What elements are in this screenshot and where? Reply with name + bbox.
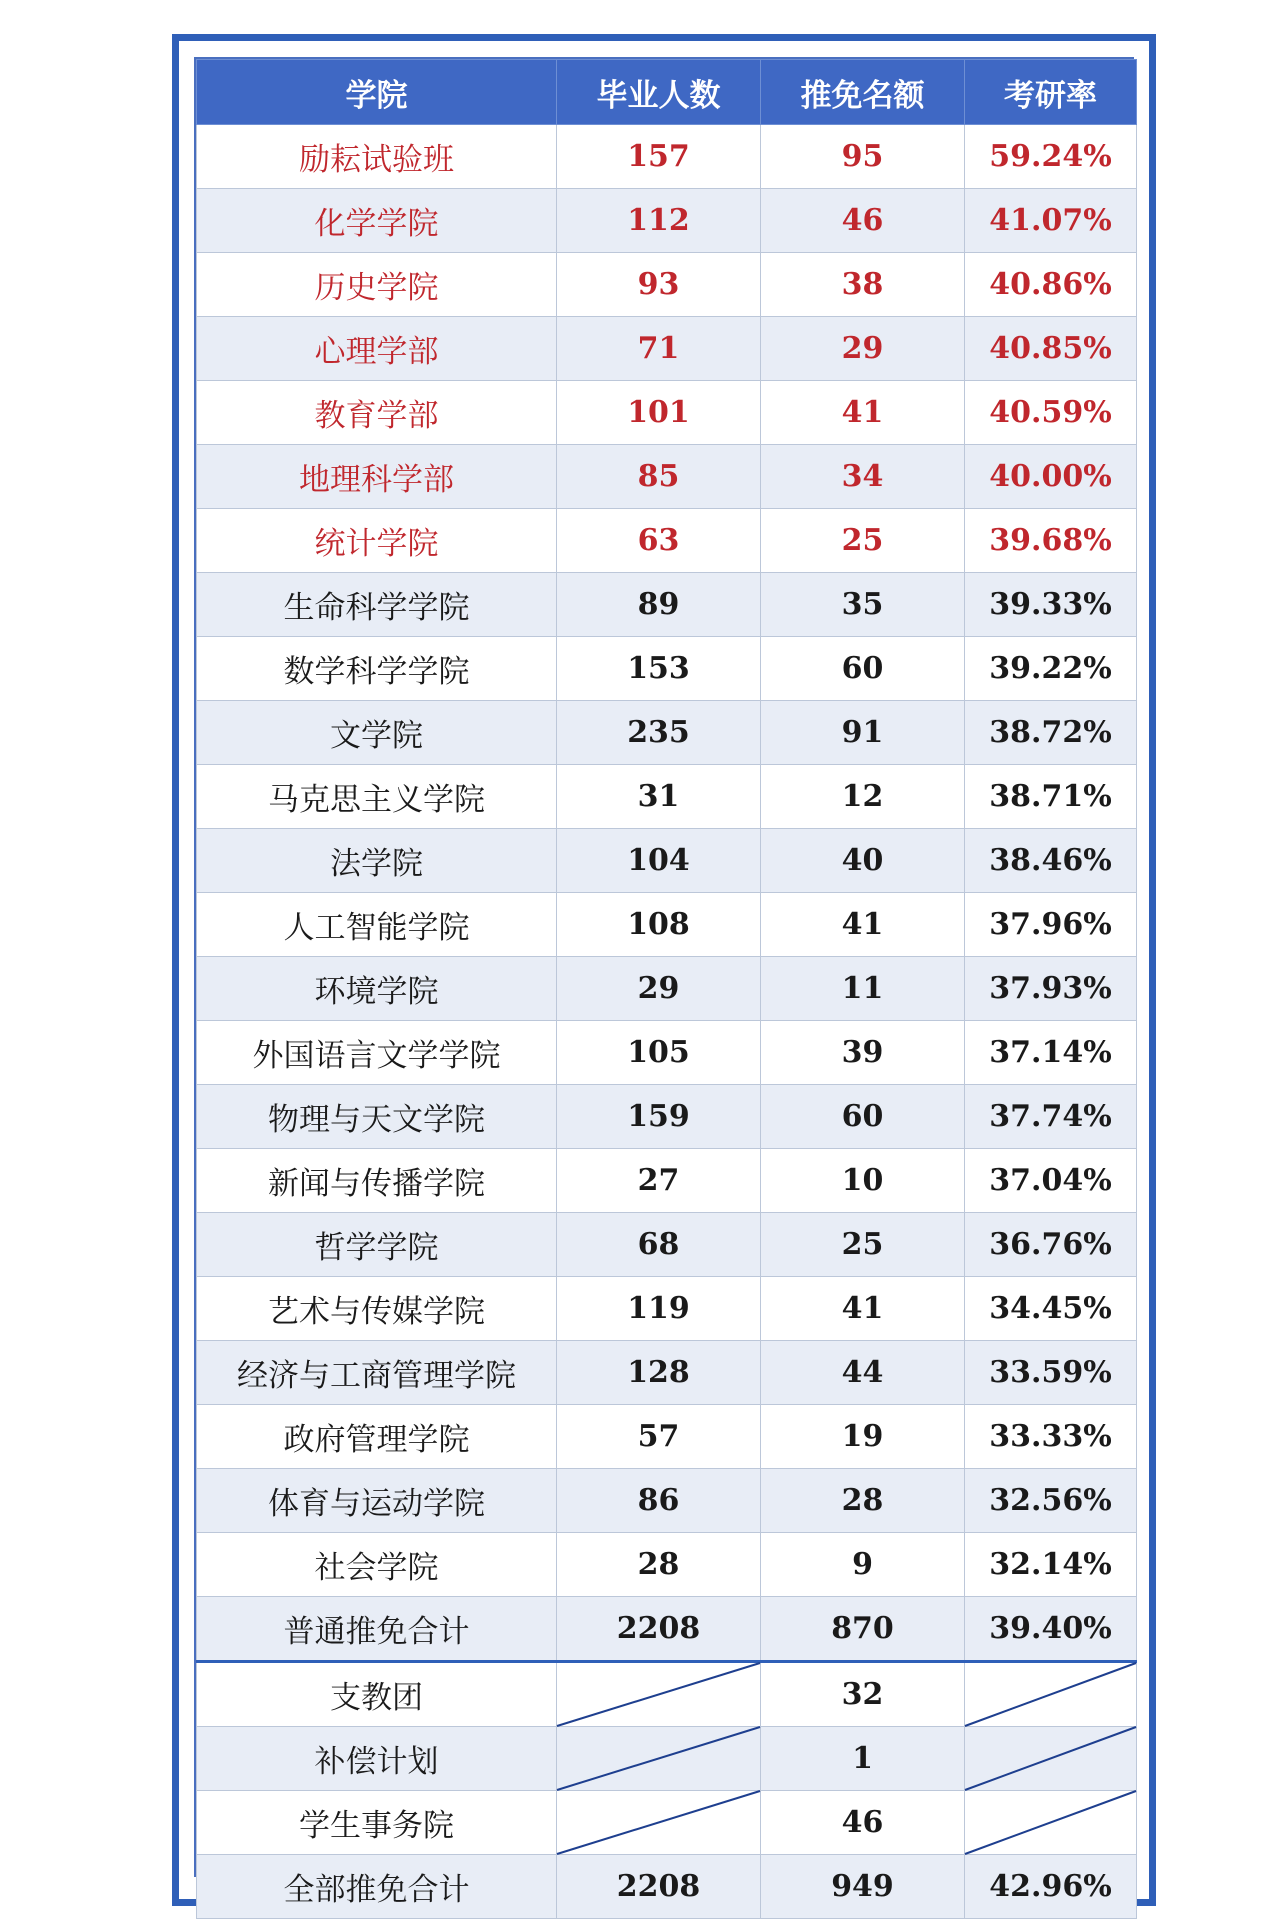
- quota-cell: 25: [761, 1213, 965, 1277]
- graduates-cell: 28: [557, 1533, 761, 1597]
- quota-cell: 41: [761, 1277, 965, 1341]
- table-row: [197, 1341, 1137, 1405]
- table-row: [197, 1662, 1137, 1727]
- quota-cell: 28: [761, 1469, 965, 1533]
- table-row: [197, 1791, 1137, 1855]
- college-cell: 励耘试验班: [197, 125, 557, 189]
- college-cell: 生命科学学院: [197, 573, 557, 637]
- rate-cell: [965, 1727, 1137, 1791]
- quota-cell: 60: [761, 637, 965, 701]
- table-row: [197, 1021, 1137, 1085]
- rate-cell: 39.68%: [965, 509, 1137, 573]
- college-cell: 环境学院: [197, 957, 557, 1021]
- table-row: [197, 1277, 1137, 1341]
- rate-cell: 41.07%: [965, 189, 1137, 253]
- quota-cell: 25: [761, 509, 965, 573]
- rate-cell: 32.56%: [965, 1469, 1137, 1533]
- graduates-cell: [557, 1662, 761, 1727]
- quota-cell: 44: [761, 1341, 965, 1405]
- graduates-cell: 235: [557, 701, 761, 765]
- college-cell: 经济与工商管理学院: [197, 1341, 557, 1405]
- quota-cell: 60: [761, 1085, 965, 1149]
- table-row: [197, 701, 1137, 765]
- graduates-cell: 112: [557, 189, 761, 253]
- college-cell: 历史学院: [197, 253, 557, 317]
- table-row: [197, 1855, 1137, 1919]
- quota-cell: 19: [761, 1405, 965, 1469]
- graduates-cell: 159: [557, 1085, 761, 1149]
- graduates-cell: 31: [557, 765, 761, 829]
- quota-cell: 46: [761, 189, 965, 253]
- graduates-cell: 86: [557, 1469, 761, 1533]
- rate-cell: 40.59%: [965, 381, 1137, 445]
- college-cell: 心理学部: [197, 317, 557, 381]
- college-cell: 法学院: [197, 829, 557, 893]
- graduates-cell: 57: [557, 1405, 761, 1469]
- table-row: [197, 317, 1137, 381]
- table-row: [197, 957, 1137, 1021]
- table-row: [197, 893, 1137, 957]
- college-cell: 新闻与传播学院: [197, 1149, 557, 1213]
- college-cell: 外国语言文学学院: [197, 1021, 557, 1085]
- college-cell: 体育与运动学院: [197, 1469, 557, 1533]
- graduates-cell: 93: [557, 253, 761, 317]
- quota-cell: 41: [761, 893, 965, 957]
- rate-cell: 37.93%: [965, 957, 1137, 1021]
- college-cell: 统计学院: [197, 509, 557, 573]
- quota-cell: 95: [761, 125, 965, 189]
- table-body: [197, 125, 1137, 1919]
- header-rate: 考研率: [965, 60, 1137, 125]
- table-row: [197, 1597, 1137, 1662]
- table-row: [197, 1213, 1137, 1277]
- header-college: 学院: [197, 60, 557, 125]
- quota-cell: 29: [761, 317, 965, 381]
- college-cell: 地理科学部: [197, 445, 557, 509]
- graduates-cell: 105: [557, 1021, 761, 1085]
- rate-cell: 33.59%: [965, 1341, 1137, 1405]
- rate-cell: 40.00%: [965, 445, 1137, 509]
- rate-cell: 34.45%: [965, 1277, 1137, 1341]
- rate-cell: 59.24%: [965, 125, 1137, 189]
- table-row: [197, 253, 1137, 317]
- quota-cell: 35: [761, 573, 965, 637]
- college-cell: 人工智能学院: [197, 893, 557, 957]
- college-cell: 政府管理学院: [197, 1405, 557, 1469]
- quota-cell: 34: [761, 445, 965, 509]
- table-row: [197, 381, 1137, 445]
- graduates-cell: 29: [557, 957, 761, 1021]
- table-row: [197, 1469, 1137, 1533]
- quota-cell: 11: [761, 957, 965, 1021]
- quota-cell: 870: [761, 1597, 965, 1662]
- graduates-cell: 63: [557, 509, 761, 573]
- quota-cell: 46: [761, 1791, 965, 1855]
- quota-cell: 10: [761, 1149, 965, 1213]
- quota-cell: 9: [761, 1533, 965, 1597]
- rate-cell: [965, 1662, 1137, 1727]
- rate-cell: [965, 1791, 1137, 1855]
- rate-cell: 40.85%: [965, 317, 1137, 381]
- quota-cell: 1: [761, 1727, 965, 1791]
- table-row: [197, 765, 1137, 829]
- college-cell: 补偿计划: [197, 1727, 557, 1791]
- college-cell: 教育学部: [197, 381, 557, 445]
- rate-cell: 38.72%: [965, 701, 1137, 765]
- graduates-cell: 2208: [557, 1855, 761, 1919]
- college-cell: 化学学院: [197, 189, 557, 253]
- header-row: [197, 60, 1137, 125]
- rate-cell: 36.76%: [965, 1213, 1137, 1277]
- rate-cell: 33.33%: [965, 1405, 1137, 1469]
- graduates-cell: 89: [557, 573, 761, 637]
- table-row: [197, 1533, 1137, 1597]
- graduates-cell: 108: [557, 893, 761, 957]
- quota-cell: 38: [761, 253, 965, 317]
- college-cell: 数学科学学院: [197, 637, 557, 701]
- rate-cell: 40.86%: [965, 253, 1137, 317]
- quota-cell: 91: [761, 701, 965, 765]
- quota-cell: 40: [761, 829, 965, 893]
- graduates-cell: [557, 1727, 761, 1791]
- exemption-table: [196, 59, 1137, 1919]
- college-cell: 支教团: [197, 1662, 557, 1727]
- rate-cell: 37.74%: [965, 1085, 1137, 1149]
- college-cell: 哲学学院: [197, 1213, 557, 1277]
- graduates-cell: 101: [557, 381, 761, 445]
- table-row: [197, 829, 1137, 893]
- college-cell: 文学院: [197, 701, 557, 765]
- graduates-cell: 2208: [557, 1597, 761, 1662]
- rate-cell: 42.96%: [965, 1855, 1137, 1919]
- quota-cell: 949: [761, 1855, 965, 1919]
- rate-cell: 37.14%: [965, 1021, 1137, 1085]
- rate-cell: 38.46%: [965, 829, 1137, 893]
- header-quota: 推免名额: [761, 60, 965, 125]
- rate-cell: 38.71%: [965, 765, 1137, 829]
- graduates-cell: 128: [557, 1341, 761, 1405]
- rate-cell: 39.40%: [965, 1597, 1137, 1662]
- college-cell: 马克思主义学院: [197, 765, 557, 829]
- rate-cell: 37.04%: [965, 1149, 1137, 1213]
- graduates-cell: 71: [557, 317, 761, 381]
- quota-cell: 39: [761, 1021, 965, 1085]
- table-row: [197, 1149, 1137, 1213]
- table-row: [197, 1405, 1137, 1469]
- college-cell: 艺术与传媒学院: [197, 1277, 557, 1341]
- graduates-cell: 153: [557, 637, 761, 701]
- table-container: [194, 57, 1134, 1908]
- header-graduates: 毕业人数: [557, 60, 761, 125]
- table-row: [197, 573, 1137, 637]
- rate-cell: 37.96%: [965, 893, 1137, 957]
- quota-cell: 32: [761, 1662, 965, 1727]
- graduates-cell: [557, 1791, 761, 1855]
- table-row: [197, 509, 1137, 573]
- graduates-cell: 119: [557, 1277, 761, 1341]
- quota-cell: 41: [761, 381, 965, 445]
- table-frame: [172, 34, 1156, 1906]
- graduates-cell: 85: [557, 445, 761, 509]
- rate-cell: 39.33%: [965, 573, 1137, 637]
- table-row: [197, 445, 1137, 509]
- table-row: [197, 637, 1137, 701]
- graduates-cell: 157: [557, 125, 761, 189]
- college-cell: 物理与天文学院: [197, 1085, 557, 1149]
- table-row: [197, 125, 1137, 189]
- table-row: [197, 1085, 1137, 1149]
- college-cell: 普通推免合计: [197, 1597, 557, 1662]
- table-row: [197, 1727, 1137, 1791]
- graduates-cell: 104: [557, 829, 761, 893]
- table-row: [197, 189, 1137, 253]
- graduates-cell: 27: [557, 1149, 761, 1213]
- college-cell: 社会学院: [197, 1533, 557, 1597]
- rate-cell: 32.14%: [965, 1533, 1137, 1597]
- quota-cell: 12: [761, 765, 965, 829]
- rate-cell: 39.22%: [965, 637, 1137, 701]
- college-cell: 全部推免合计: [197, 1855, 557, 1919]
- graduates-cell: 68: [557, 1213, 761, 1277]
- college-cell: 学生事务院: [197, 1791, 557, 1855]
